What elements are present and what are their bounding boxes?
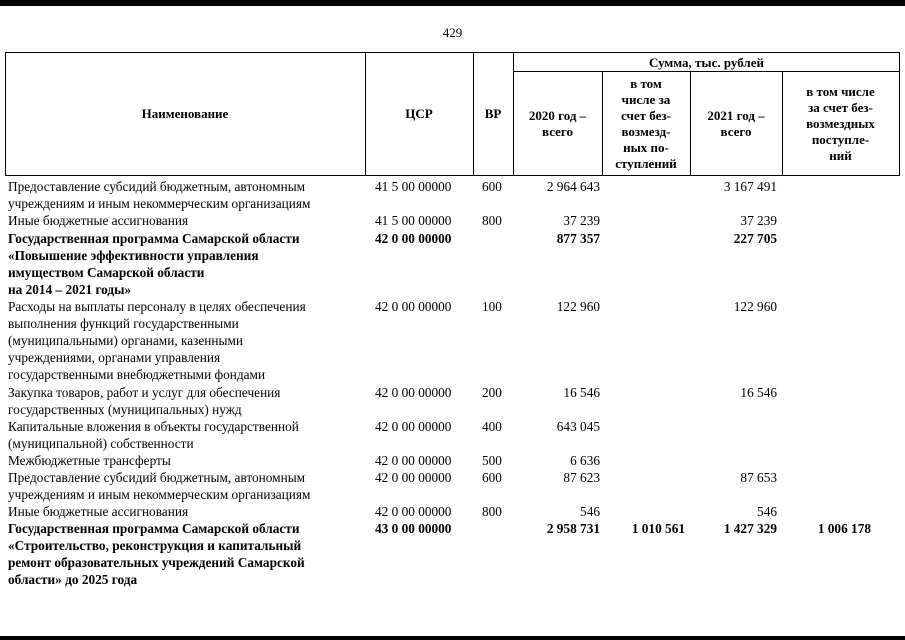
page-number: 429 — [442, 25, 463, 40]
header-sum-group: Сумма, тыс. рублей — [649, 54, 764, 70]
row-10-2021-free: 1 006 178 — [817, 521, 871, 536]
row-7-vr: 500 — [482, 453, 502, 468]
row-4-2020: 122 960 — [556, 299, 600, 314]
row-9-2020: 546 — [580, 504, 600, 519]
row-1-csr: 41 5 00 00000 — [375, 179, 452, 194]
row-1-name: Предоставление субсидий бюджетным, автономным учреждениям и иным некоммерческим организациям — [8, 179, 311, 211]
row-9-name: Иные бюджетные ассигнования — [8, 504, 189, 519]
row-8-vr: 600 — [482, 470, 502, 485]
row-3-2020: 877 357 — [556, 231, 600, 246]
row-7-name: Межбюджетные трансферты — [8, 453, 171, 468]
row-9-vr: 800 — [482, 504, 502, 519]
row-6-name: Капитальные вложения в объекты государственной (муниципальной) собственности — [8, 419, 299, 451]
row-10-2020-free: 1 010 561 — [631, 521, 685, 536]
row-1-2021: 3 167 491 — [723, 179, 777, 194]
row-8-name: Предоставление субсидий бюджетным, автономным учреждениям и иным некоммерческим организациям — [8, 470, 311, 502]
row-3-csr: 42 0 00 00000 — [375, 231, 452, 246]
row-4-name: Расходы на выплаты персоналу в целях обеспечения выполнения функций государственными (муниципальными) органами, казенными учреждениями, органами управления государственными внебюджетными фондами — [8, 299, 306, 382]
row-6-2020: 643 045 — [556, 419, 600, 434]
row-7-2020: 6 636 — [570, 453, 600, 468]
row-1-2020: 2 964 643 — [546, 179, 600, 194]
row-4-csr: 42 0 00 00000 — [375, 299, 452, 314]
header-csr: ЦСР — [405, 106, 433, 121]
row-2-2021: 37 239 — [740, 213, 777, 228]
row-10-2020: 2 958 731 — [546, 521, 600, 536]
row-2-2020: 37 239 — [563, 213, 600, 228]
row-3-name: Государственная программа Самарской области «Повышение эффективности управления имуществом Самарской области на 2014 – 2021 годы» — [8, 231, 300, 297]
row-5-2021: 16 546 — [740, 385, 777, 400]
row-8-2020: 87 623 — [563, 470, 600, 485]
row-3-2021: 227 705 — [733, 231, 777, 246]
row-4-2021: 122 960 — [733, 299, 777, 314]
row-5-vr: 200 — [482, 385, 502, 400]
header-2021-free: в том числе за счет без- возмездных поступле- ний — [806, 84, 875, 163]
row-6-vr: 400 — [482, 419, 502, 434]
row-5-csr: 42 0 00 00000 — [375, 385, 452, 400]
bottom-border-rule — [0, 636, 905, 640]
row-6-csr: 42 0 00 00000 — [375, 419, 452, 434]
top-border-rule — [0, 0, 905, 6]
row-7-csr: 42 0 00 00000 — [375, 453, 452, 468]
row-8-csr: 42 0 00 00000 — [375, 470, 452, 485]
header-name: Наименование — [141, 106, 229, 121]
header-2020-total: 2020 год – всего — [528, 108, 587, 139]
table-header — [5, 52, 905, 176]
header-2021-total: 2021 год – всего — [707, 108, 765, 139]
header-2020-free: в том числе за счет без- возмезд- ных по- ступлений — [615, 76, 677, 171]
row-2-name: Иные бюджетные ассигнования — [8, 213, 189, 228]
header-vr: ВР — [484, 106, 502, 121]
row-5-2020: 16 546 — [563, 385, 600, 400]
row-10-csr: 43 0 00 00000 — [375, 521, 452, 536]
row-9-csr: 42 0 00 00000 — [375, 504, 452, 519]
row-2-csr: 41 5 00 00000 — [375, 213, 452, 228]
row-8-2021: 87 653 — [740, 470, 777, 485]
row-9-2021: 546 — [757, 504, 777, 519]
row-1-vr: 600 — [482, 179, 502, 194]
row-5-name: Закупка товаров, работ и услуг для обеспечения государственных (муниципальных) нужд — [8, 385, 281, 417]
row-10-2021: 1 427 329 — [723, 521, 777, 536]
row-10-name: Государственная программа Самарской области «Строительство, реконструкция и капитальный ремонт образовательных учреждений Самарской области» до 2025 года — [8, 521, 305, 587]
row-2-vr: 800 — [482, 213, 502, 228]
row-4-vr: 100 — [482, 299, 502, 314]
